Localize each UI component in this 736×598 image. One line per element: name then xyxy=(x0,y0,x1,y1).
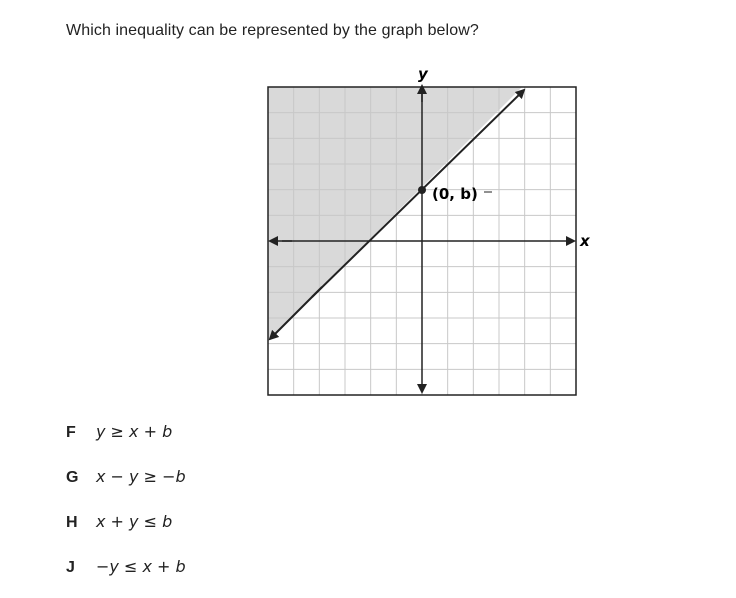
choice-letter: G xyxy=(66,469,79,486)
point-label: (0, b) xyxy=(432,185,478,203)
choice-f[interactable] xyxy=(66,422,172,442)
choice-h[interactable] xyxy=(66,512,172,532)
choice-letter: F xyxy=(66,424,76,441)
choice-j[interactable] xyxy=(66,557,186,577)
choice-g[interactable] xyxy=(66,467,186,487)
x-axis-label: x xyxy=(580,232,590,250)
choice-letter: H xyxy=(66,514,78,531)
choice-expression: x − y ≥ −b xyxy=(96,467,186,486)
choice-expression: −y ≤ x + b xyxy=(96,557,186,576)
intercept-point xyxy=(418,186,426,194)
choice-expression: y ≥ x + b xyxy=(96,422,173,441)
choice-letter: J xyxy=(66,559,75,576)
y-axis-label: y xyxy=(418,65,428,83)
inequality-graph xyxy=(262,62,602,402)
choice-expression: x + y ≤ b xyxy=(96,512,173,531)
question-text: Which inequality can be represented by the graph below? xyxy=(66,22,479,39)
